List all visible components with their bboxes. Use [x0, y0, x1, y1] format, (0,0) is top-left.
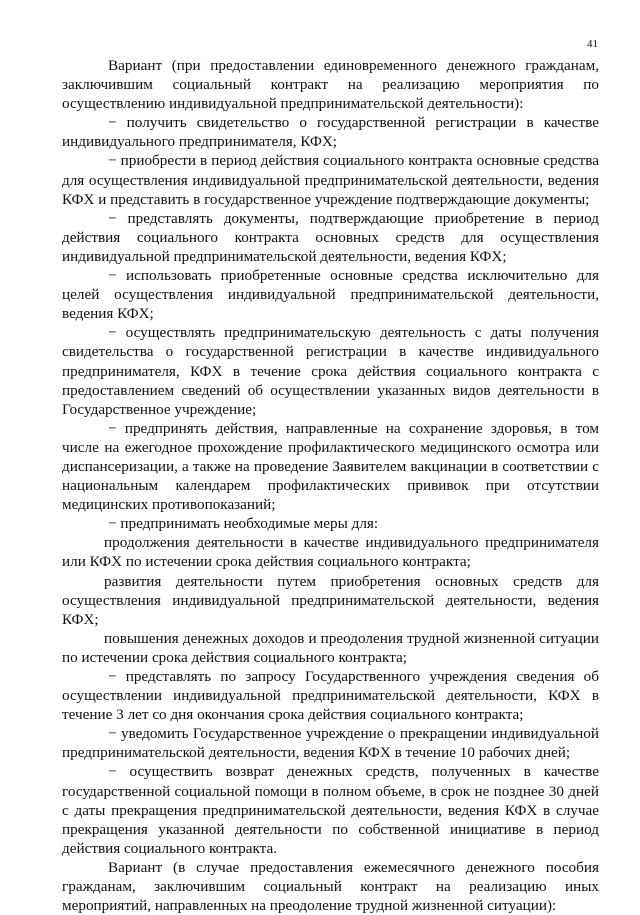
- document-body: [62, 56, 599, 915]
- page-number: 41: [587, 38, 598, 50]
- paragraph-continue-activity: продолжения деятельности в качестве индивидуального предпринимателя или КФХ по истечении срока действия социального контракта;: [62, 534, 599, 571]
- paragraph-take-measures: − предпринимать необходимые меры для:: [108, 515, 379, 533]
- paragraph-provide-info: − представлять по запросу Государственного учреждения сведения об осуществлении индивидуальной предпринимательской деятельности, КФХ в течение 3 лет со дня окончания срока действия социального контракта;: [62, 668, 599, 724]
- paragraph-acquire-assets: − приобрести в период действия социального контракта основные средства для осуществления индивидуальной предпринимательской деятельности, ведения КФХ и представить в государственное учреждение подтверждающие документы;: [62, 152, 599, 208]
- paragraph-variant-monthly: Вариант (в случае предоставления ежемесячного денежного пособия гражданам, заключившим социальный контракт на реализацию иных мероприятий, направленных на преодоление трудной жизненной ситуации):: [62, 858, 599, 915]
- paragraph-develop-activity: развития деятельности путем приобретения основных средств для осуществления индивидуальной предпринимательской деятельности, ведения КФХ;: [62, 572, 599, 628]
- paragraph-increase-income: повышения денежных доходов и преодоления трудной жизненной ситуации по истечении срока действия социального контракта;: [62, 629, 599, 666]
- paragraph-conduct-business: − осуществлять предпринимательскую деятельность с даты получения свидетельства о государственной регистрации в качестве индивидуального предпринимателя, КФХ в течение срока действия социального контракта с предоставлением сведений об осуществлении указанных видов деятельности в Государственное учреждение;: [62, 324, 599, 418]
- paragraph-refund: − осуществить возврат денежных средств, полученных в качестве государственной социальной помощи в полном объеме, в срок не позднее 30 дней с даты прекращения предпринимательской деятельности, ведения КФХ в случае прекращения указанной деятельности по собственной инициативе в период действия социального контракта.: [62, 763, 599, 857]
- paragraph-notify-termination: − уведомить Государственное учреждение о прекращении индивидуальной предпринимательской деятельности, ведения КФХ в течение 10 рабочих дней;: [62, 725, 599, 762]
- paragraph-obtain-certificate: − получить свидетельство о государственной регистрации в качестве индивидуального предпринимателя, КФХ;: [62, 114, 599, 151]
- paragraph-health-actions: − предпринять действия, направленные на сохранение здоровья, в том числе на ежегодное прохождение профилактического медицинского осмотра или диспансеризации, а также на проведение Заявителем вакцинации в соответствии с национальным календарем профилактических прививок при отсутствии медицинских противопоказаний;: [62, 419, 599, 514]
- paragraph-variant-lump-sum: Вариант (при предоставлении единовременного денежного гражданам, заключившим социальный контракт на реализацию мероприятия по осуществлению индивидуальной предпринимательской деятельности):: [62, 57, 599, 113]
- paragraph-submit-documents: − представлять документы, подтверждающие приобретение в период действия социального контракта основных средств для осуществления индивидуальной предпринимательской деятельности, ведения КФХ;: [62, 209, 599, 265]
- paragraph-use-assets: − использовать приобретенные основные средства исключительно для целей осуществления индивидуальной предпринимательской деятельности, ведения КФХ;: [62, 267, 599, 323]
